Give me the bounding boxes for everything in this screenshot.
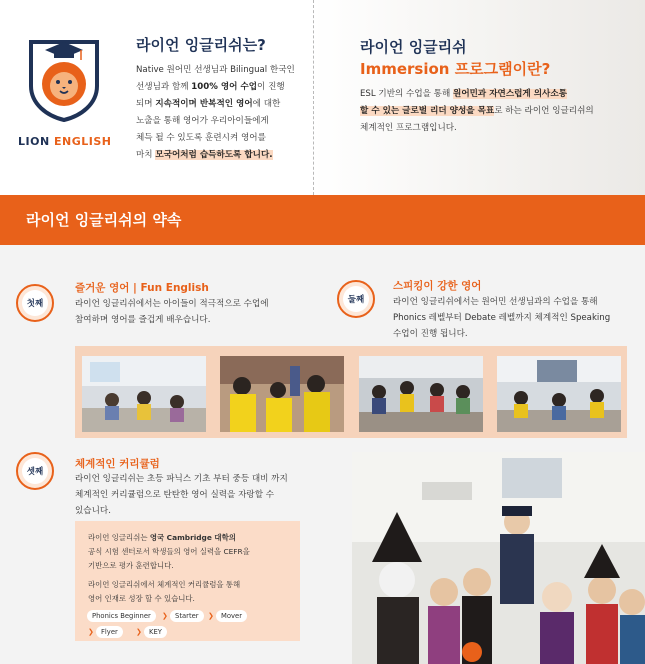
badge-third: 셋째 [16, 452, 54, 490]
immersion-title: 라이언 잉글리쉬 [360, 38, 467, 56]
curriculum-paragraph-2: 라이언 잉글리쉬에서 체계적인 커리큘럼을 통해 영어 인재로 성장 할 수 있습니다. [88, 580, 241, 603]
badge-first: 첫째 [16, 284, 54, 322]
about-paragraph: Native 원어민 선생님과 Bilingual 한국인 선생님과 함께 100% 영어 수업이 진행 되며 지속적이며 반복적인 영어에 대한 노출을 통해 영어가 우리아이들에게 체득 될 수 있도록 훈련시켜 영어를 마치 모국어처럼 습득하도록 합니다. [136, 65, 295, 160]
item-third-desc: 라이언 잉글리쉬는 초등 파닉스 기초 부터 중등 대비 까지 체계적인 커리큘럼으로 탄탄한 영어 실력을 자랑할 수 있습니다. [75, 474, 288, 516]
classroom-photo-3 [359, 356, 483, 432]
chevron-right-icon: ❯ [208, 612, 214, 620]
immersion-paragraph: ESL 기반의 수업을 통해 원어민과 자연스럽게 의사소통 할 수 있는 글로벌 리더 양성을 목표로 하는 라이언 잉글리쉬의 체계적인 프로그램입니다. [360, 89, 594, 133]
top-divider [313, 0, 314, 195]
classroom-photo-1 [82, 356, 206, 432]
chevron-right-icon: ❯ [136, 628, 142, 636]
level-chip-flyer: Flyer [96, 626, 123, 638]
level-chip-key: KEY [144, 626, 167, 638]
chevron-right-icon: ❯ [162, 612, 168, 620]
badge-second: 둘째 [337, 280, 375, 318]
logo-wordmark: LION ENGLISH [18, 135, 112, 148]
item-third-title: 체계적인 커리큘럼 [75, 458, 160, 470]
level-chip-phonics: Phonics Beginner [87, 610, 156, 622]
halloween-class-photo [352, 452, 645, 664]
item-first-title: 즐거운 영어 | Fun English [75, 282, 209, 294]
item-second-desc: 라이언 잉글리쉬에서는 원어민 선생님과의 수업을 통해 Phonics 레벨부터 Debate 레벨까지 체계적인 Speaking 수업이 진행 됩니다. [393, 297, 611, 339]
lion-logo-icon [27, 36, 101, 122]
classroom-photo-4 [497, 356, 621, 432]
about-title: 라이언 잉글리쉬는? [136, 36, 266, 54]
curriculum-paragraph-1: 라이언 잉글리쉬는 영국 Cambridge 대학의 공식 시험 센터로서 학생들의 영어 실력을 CEFR을 기반으로 평가 훈련합니다. [88, 533, 250, 570]
promise-banner-title: 라이언 잉글리쉬의 약속 [26, 211, 182, 229]
level-chip-mover: Mover [216, 610, 247, 622]
item-second-title: 스피킹이 강한 영어 [393, 280, 482, 292]
chevron-right-icon: ❯ [88, 628, 94, 636]
level-chip-starter: Starter [170, 610, 204, 622]
classroom-photo-2 [220, 356, 344, 432]
item-first-desc: 라이언 잉글리쉬에서는 아이들이 적극적으로 수업에 참여하며 영어를 즐겁게 배우습니다. [75, 299, 269, 325]
immersion-subtitle: Immersion 프로그램이란? [360, 60, 551, 78]
